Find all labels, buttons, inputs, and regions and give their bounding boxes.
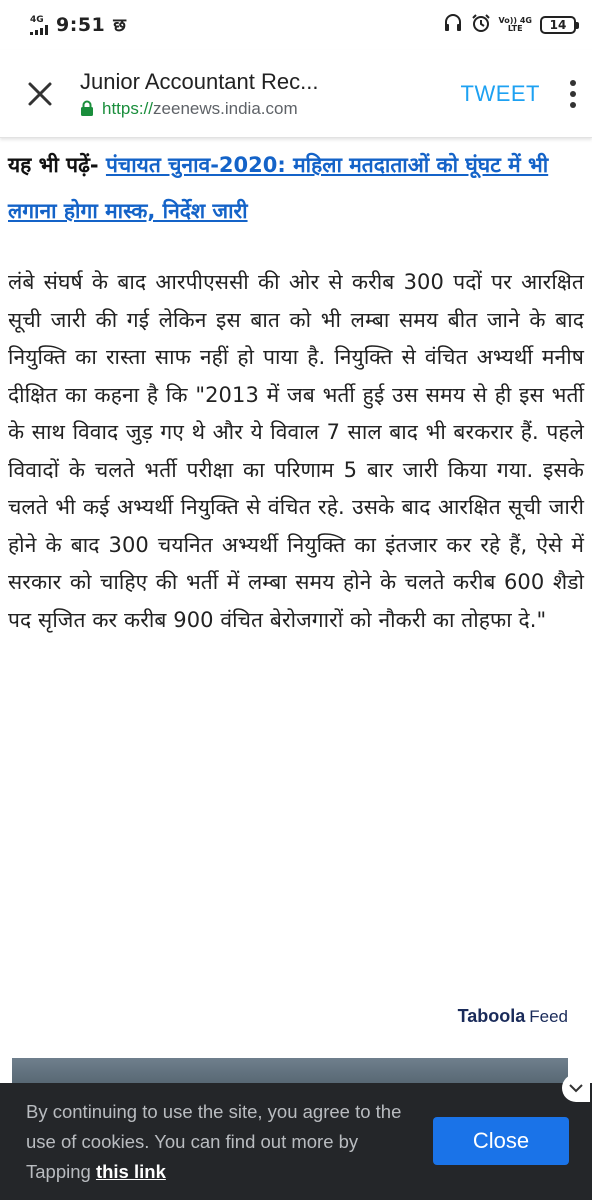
dismiss-ad-button[interactable]: [562, 1074, 590, 1102]
volte-indicator: [499, 17, 532, 34]
page-url: [102, 99, 298, 119]
chevron-down-icon: [569, 1083, 583, 1093]
taboola-feed-text: Feed: [529, 1007, 568, 1026]
notification-icon: छ: [113, 15, 126, 36]
tweet-button[interactable]: TWEET: [460, 80, 540, 106]
headphones-icon: [443, 13, 463, 37]
cookie-text: [26, 1097, 406, 1187]
volte-top: Vo)) 4G: [498, 15, 532, 25]
read-also-prefix: यह भी पढ़ें-: [8, 153, 99, 177]
cookie-close-button[interactable]: Close: [433, 1117, 569, 1165]
read-also-link[interactable]: पंचायत चुनाव-2020: महिला मतदाताओं को घूंघट में भी लगाना होगा मास्क, निर्देश जारी: [8, 153, 549, 223]
network-type: 4G: [30, 14, 44, 25]
cookie-link[interactable]: this link: [95, 1161, 166, 1182]
page-title: Junior Accountant Rec...: [80, 68, 319, 94]
clock: 9:51: [56, 14, 106, 36]
battery-icon: [540, 16, 576, 34]
read-also: [8, 142, 584, 234]
custom-tab-toolbar: [0, 50, 592, 138]
title-block[interactable]: [80, 69, 455, 119]
article-paragraph: लंबे संघर्ष के बाद आरपीएससी की ओर से करीब 300 पदों पर आरक्षित सूची जारी की गई लेकिन इस बात को भी लम्बा समय बीत जाने के बाद नियुक्ति का रास्ता साफ नहीं हो पाया है. नियुक्ति से वंचित अभ्यर्थी मनीष दीक्षित का कहना है कि "2013 में जब भर्ती हुई उस समय से ही इस भर्ती के साथ विवाद जुड़ गए थे और ये विवाल 7 साल बाद भी बरकरार हैं. पहले विवादों के चलते भर्ती परीक्षा का परिणाम 5 बार जारी किया गया. इसके चलते भी कई अभ्यर्थी नियुक्ति से वंचित रहे. उसके बाद आरक्षित सूची जारी होने के बाद 300 चयनित अभ्यर्थी नियुक्ति का इंतजार कर रहे हैं, ऐसे में सरकार को चाहिए की भर्ती में लम्बा समय होने के चलते करीब 600 शैडो पद सृजित कर करीब 900 वंचित बेरोजगारों को नौकरी का तोहफा दे.": [8, 270, 584, 632]
more-vert-icon[interactable]: [554, 50, 592, 138]
url-scheme: https://: [102, 98, 154, 118]
taboola-feed-label[interactable]: [458, 1006, 568, 1027]
signal-bars-icon: [30, 25, 48, 35]
close-icon: [27, 81, 53, 107]
battery-level: 14: [549, 18, 567, 32]
status-bar: [0, 0, 592, 50]
lock-icon: [80, 100, 94, 117]
url-row: [80, 99, 447, 119]
volte-bottom: LTE: [507, 24, 523, 33]
signal-indicator: [30, 16, 48, 35]
close-tab-button[interactable]: [0, 50, 80, 138]
article-body: [0, 140, 592, 639]
alarm-icon: [471, 13, 491, 37]
status-right: [443, 13, 576, 37]
url-host: zeenews.india.com: [153, 98, 298, 118]
taboola-logo: Taboola: [457, 1006, 526, 1026]
status-left: [30, 13, 126, 37]
cookie-message: By continuing to use the site, you agree to the use of cookies. You can find out more by Tapping: [26, 1101, 402, 1182]
